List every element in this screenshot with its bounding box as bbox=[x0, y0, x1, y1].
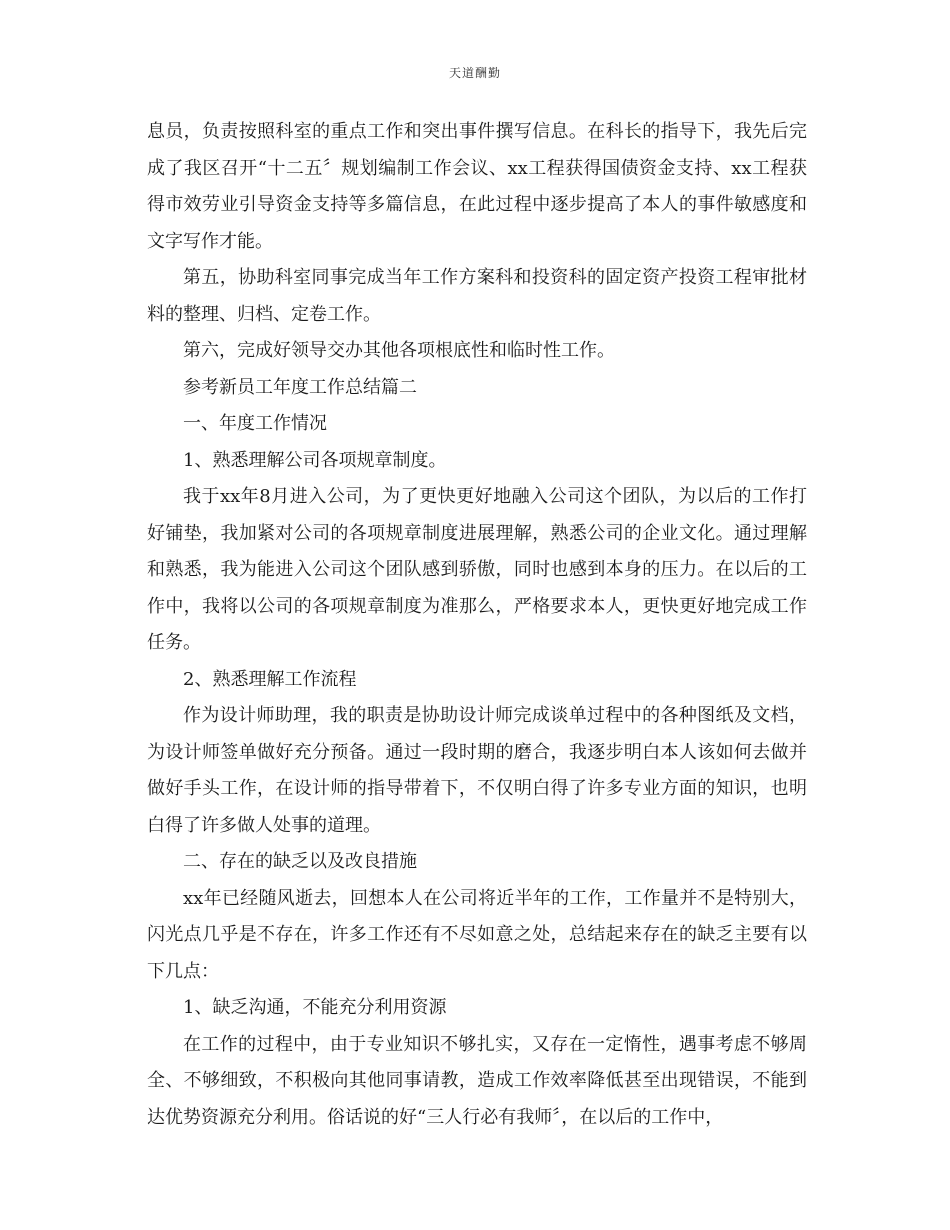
page-header: 天道酬勤 bbox=[448, 66, 501, 80]
paragraph-7: 我于xx年8月进入公司，为了更快更好地融入公司这个团队，为以后的工作打好铺垫，我加紧对公司的各项规章制度进展理解，熟悉公司的企业文化。通过理解和熟悉，我为能进入公司这个团队感到骄傲，同时也感到本身的压力。在以后的工作中，我将以公司的各项规章制度为准那么，严格要求本人，更快更好地完成工作任务。 bbox=[147, 486, 807, 653]
paragraph-9: 作为设计师助理，我的职责是协助设计师完成谈单过程中的各种图纸及文档，为设计师签单做好充分预备。通过一段时期的磨合，我逐步明白本人该如何去做并做好手头工作，在设计师的指导带着下，不仅明白得了许多专业方面的知识，也明白得了许多做人处事的道理。 bbox=[147, 705, 807, 836]
section-title: 参考新员工年度工作总结篇二 bbox=[183, 376, 417, 398]
document-body bbox=[147, 114, 807, 1136]
paragraph-1: 息员，负责按照科室的重点工作和突出事件撰写信息。在科长的指导下，我先后完成了我区召开“十二五〞规划编制工作会议、xx工程获得国债资金支持、xx工程获得市效劳业引导资金支持等多篇信息，在此过程中逐步提高了本人的事件敏感度和文字写作才能。 bbox=[147, 121, 807, 252]
heading-shortcomings: 二、存在的缺乏以及改良措施 bbox=[183, 851, 417, 872]
paragraph-11: xx年已经随风逝去，回想本人在公司将近半年的工作，工作量并不是特别大，闪光点几乎是不存在，许多工作还有不尽如意之处，总结起来存在的缺乏主要有以下几点： bbox=[147, 887, 807, 982]
subheading-1: 1、熟悉理解公司各项规章制度。 bbox=[183, 449, 447, 471]
heading-annual-work: 一、年度工作情况 bbox=[183, 413, 327, 434]
subheading-3: 1、缺乏沟通，不能充分利用资源 bbox=[183, 997, 447, 1018]
paragraph-3: 第六，完成好领导交办其他各项根底性和临时性工作。 bbox=[183, 340, 615, 361]
paragraph-13: 在工作的过程中，由于专业知识不够扎实，又存在一定惰性，遇事考虑不够周全、不够细致，不积极向其他同事请教，造成工作效率降低甚至出现错误，不能到达优势资源充分利用。俗话说的好“三人行必有我师〞，在以后的工作中， bbox=[147, 1033, 807, 1128]
paragraph-2: 第五，协助科室同事完成当年工作方案科和投资科的固定资产投资工程审批材料的整理、归档、定卷工作。 bbox=[147, 267, 807, 325]
subheading-2: 2、熟悉理解工作流程 bbox=[183, 668, 357, 690]
